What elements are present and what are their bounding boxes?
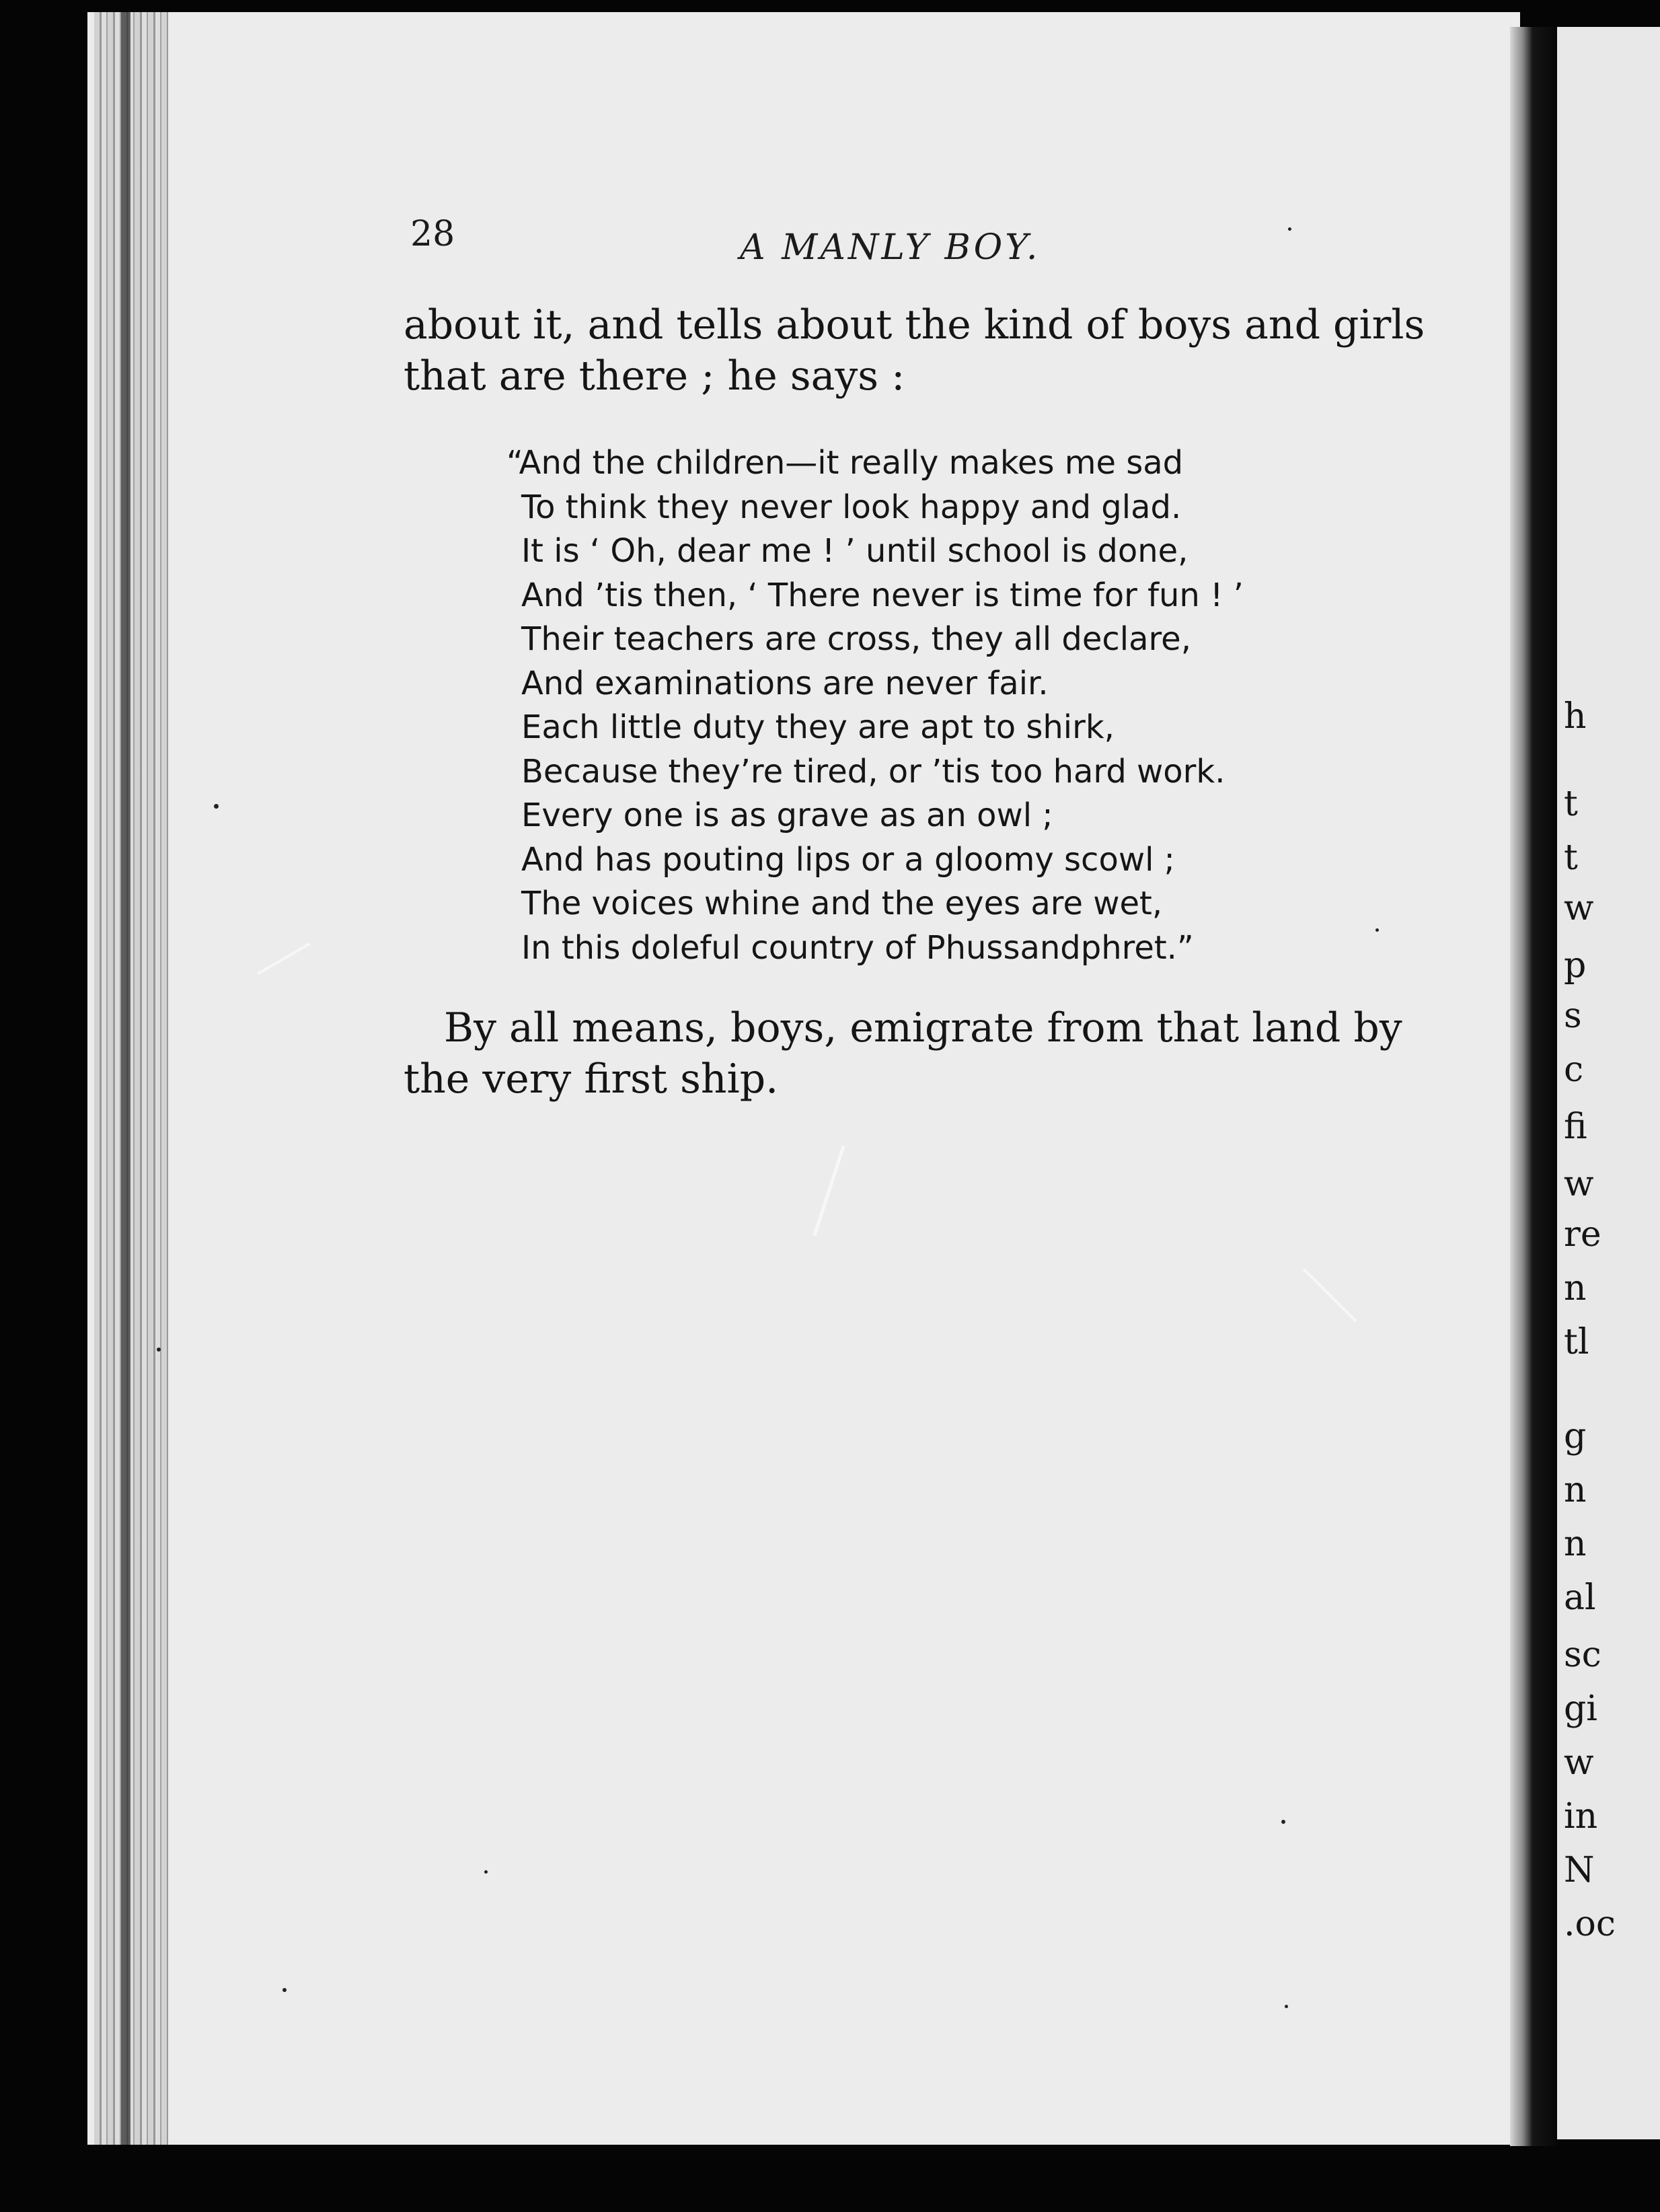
- facing-page-fragment-text: re: [1564, 1214, 1601, 1255]
- facing-page-fragment-text: n: [1564, 1268, 1587, 1308]
- facing-page-fragment-text: al: [1564, 1578, 1596, 1618]
- scan-speck: [1285, 2005, 1288, 2008]
- poem-line: To think they never look happy and glad.: [521, 488, 1182, 526]
- poem-line: In this doleful country of Phussandphret.”: [521, 928, 1194, 967]
- book-gutter: [1510, 27, 1560, 2146]
- closing-paragraph: [404, 1002, 1402, 1105]
- intro-paragraph: [404, 299, 1425, 402]
- facing-page-fragment-text: tl: [1564, 1322, 1589, 1362]
- poem-line: Each little duty they are apt to shirk,: [521, 708, 1115, 746]
- poem-line: “And the children—it really makes me sad: [506, 444, 1184, 482]
- scan-speck: [214, 804, 219, 809]
- facing-page-fragment: [1557, 27, 1660, 2139]
- facing-page-fragment-text: .oc: [1564, 1904, 1616, 1944]
- facing-page-fragment-text: w: [1564, 1742, 1594, 1783]
- facing-page-fragment-text: fi: [1564, 1107, 1587, 1147]
- closing-line: the very first ship.: [404, 1056, 779, 1103]
- poem-line: It is ‘ Oh, dear me ! ’ until school is done,: [521, 532, 1189, 570]
- scan-speck: [484, 1870, 488, 1874]
- poem-line: Their teachers are cross, they all declare,: [521, 620, 1191, 658]
- scan-speck: [1288, 227, 1291, 231]
- page-edge-shadow: [121, 12, 130, 2145]
- facing-page-fragment-text: gi: [1564, 1689, 1597, 1729]
- poem-quotation: [506, 441, 1244, 970]
- facing-page-fragment-text: N: [1564, 1850, 1595, 1890]
- facing-page-fragment-text: t: [1564, 838, 1578, 878]
- page-number: 28: [410, 214, 455, 254]
- scan-speck: [1281, 1820, 1285, 1824]
- facing-page-fragment-text: sc: [1564, 1635, 1601, 1675]
- facing-page-fragment-text: w: [1564, 888, 1594, 928]
- facing-page-fragment-text: s: [1564, 996, 1582, 1036]
- facing-page-fragment-text: n: [1564, 1524, 1587, 1564]
- facing-page-fragment-text: c: [1564, 1049, 1584, 1090]
- closing-line: By all means, boys, emigrate from that land by: [444, 1004, 1402, 1052]
- facing-page-fragment-text: w: [1564, 1164, 1594, 1204]
- poem-line: Every one is as grave as an owl ;: [521, 797, 1053, 834]
- poem-line: Because they’re tired, or ’tis too hard work.: [521, 752, 1225, 790]
- intro-line: about it, and tells about the kind of boys and girls: [404, 301, 1425, 348]
- page-edge-stack: [94, 12, 168, 2145]
- facing-page-fragment-text: g: [1564, 1416, 1587, 1457]
- facing-page-fragment-text: n: [1564, 1470, 1587, 1510]
- poem-line: And has pouting lips or a gloomy scowl ;: [521, 840, 1175, 879]
- facing-page-fragment-text: t: [1564, 784, 1578, 824]
- scan-speck: [157, 1348, 161, 1352]
- facing-page-fragment-text: in: [1564, 1796, 1598, 1837]
- scan-speck: [1375, 928, 1379, 932]
- facing-page-fragment-text: h: [1564, 696, 1587, 737]
- poem-line: And examinations are never fair.: [521, 664, 1049, 702]
- running-title: A MANLY BOY.: [740, 227, 1041, 268]
- poem-line: The voices whine and the eyes are wet,: [521, 885, 1163, 922]
- poem-line: And ’tis then, ‘ There never is time for fun ! ’: [521, 576, 1244, 614]
- intro-line: that are there ; he says :: [404, 353, 905, 400]
- scan-speck: [282, 1988, 287, 1992]
- facing-page-fragment-text: p: [1564, 945, 1587, 986]
